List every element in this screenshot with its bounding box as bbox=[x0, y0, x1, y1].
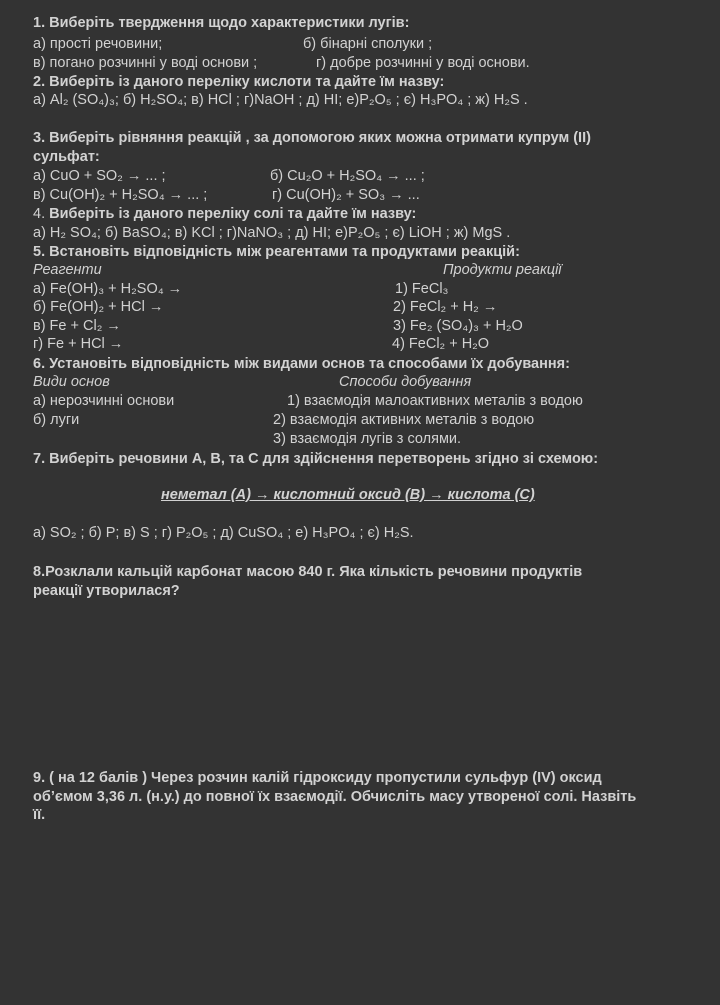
q9-line1: 9. ( на 12 балів ) Через розчин калій гідроксиду пропустили сульфур (IV) оксид bbox=[33, 770, 602, 786]
q4-title bbox=[33, 205, 416, 223]
q7-options: а) SO₂ ; б) P; в) S ; г) P₂O₅ ; д) CuSO₄ ; е) H₃PO₄ ; є) H₂S. bbox=[33, 525, 414, 541]
q9-line2: об’ємом 3,36 л. (н.у.) до повної їх взаємодії. Обчисліть масу утвореної солі. Назвіть bbox=[33, 789, 637, 805]
q4-title-number: 4. bbox=[33, 206, 50, 222]
q3-title-line1: 3. Виберіть рівняння реакцій , за допомогою яких можна отримати купрум (ІІ) bbox=[33, 130, 591, 146]
q5-product-2: 2) FeCl₂ + H₂ → bbox=[393, 299, 498, 315]
q3-option-d: г) Cu(OH)₂ + SO₃ → ... bbox=[272, 187, 420, 203]
q3-option-c: в) Cu(OH)₂ + H₂SO₄ → ... ; bbox=[33, 187, 208, 203]
q5-title: 5. Встановіть відповідність між реагентами та продуктами реакцій: bbox=[33, 244, 520, 260]
q6-method-3: 3) взаємодія лугів з солями. bbox=[273, 431, 462, 447]
q3-option-b: б) Cu₂O + H₂SO₄ → ... ; bbox=[270, 168, 425, 184]
q6-left-header: Види основ bbox=[33, 374, 110, 390]
q2-options: а) Al₂ (SO₄)₃; б) H₂SO₄; в) HCl ; г)NaOH ; д) HI; е)P₂O₅ ; є) H₃PO₄ ; ж) H₂S . bbox=[33, 92, 528, 108]
q6-method-1: 1) взаємодія малоактивних металів з водою bbox=[287, 393, 583, 409]
q6-right-header: Способи добування bbox=[339, 374, 472, 390]
q4-options: а) H₂ SO₄; б) BaSO₄; в) KCl ; г)NaNO₃ ; д) HI; е)P₂O₅ ; є) LiOH ; ж) MgS . bbox=[33, 225, 511, 241]
q5-product-3: 3) Fe₂ (SO₄)₃ + H₂O bbox=[393, 318, 523, 334]
q5-product-4: 4) FeCl₂ + H₂O bbox=[392, 336, 490, 352]
q5-product-1: 1) FeCl₃ bbox=[395, 281, 449, 297]
q7-title: 7. Виберіть речовини А, В, та С для здійснення перетворень згідно зі схемою: bbox=[33, 451, 599, 467]
q1-option-a: а) прості речовини; bbox=[33, 36, 163, 52]
q5-reagent-b: б) Fe(OH)₂ + HCl → bbox=[33, 299, 164, 315]
q1-title: 1. Виберіть твердження щодо характеристики лугів: bbox=[33, 15, 410, 31]
q5-left-header: Реагенти bbox=[33, 262, 102, 278]
q9-line3: її. bbox=[33, 807, 46, 823]
q3-title-line2: сульфат: bbox=[33, 149, 100, 165]
q8-line1: 8.Розклали кальцій карбонат масою 840 г. Яка кількість речовини продуктів bbox=[33, 564, 583, 580]
q4-title-text: Виберіть із даного переліку солі та дайте їм назву: bbox=[49, 206, 417, 222]
q1-option-d: г) добре розчинні у воді основи. bbox=[316, 55, 530, 71]
q5-right-header: Продукти реакції bbox=[443, 262, 562, 278]
q2-title: 2. Виберіть із даного переліку кислоти та дайте їм назву: bbox=[33, 74, 445, 90]
q5-reagent-c: в) Fe + Cl₂ → bbox=[33, 318, 121, 334]
q1-option-b: б) бінарні сполуки ; bbox=[303, 36, 433, 52]
q5-reagent-a: а) Fe(OH)₃ + H₂SO₄ → bbox=[33, 281, 183, 297]
q3-option-a: а) CuO + SO₂ → ... ; bbox=[33, 168, 166, 184]
q8-line2: реакції утворилася? bbox=[33, 583, 180, 599]
q7-scheme: неметал (А) → кислотний оксид (В) → кислота (С) bbox=[161, 487, 535, 503]
q1-option-c: в) погано розчинні у воді основи ; bbox=[33, 55, 258, 71]
q5-reagent-d: г) Fe + HCl → bbox=[33, 336, 124, 352]
q6-title: 6. Установіть відповідність між видами основ та способами їх добування: bbox=[33, 356, 570, 372]
q6-method-2: 2) взаємодія активних металів з водою bbox=[273, 412, 535, 428]
q6-type-b: б) луги bbox=[33, 412, 80, 428]
q6-type-a: а) нерозчинні основи bbox=[33, 393, 175, 409]
